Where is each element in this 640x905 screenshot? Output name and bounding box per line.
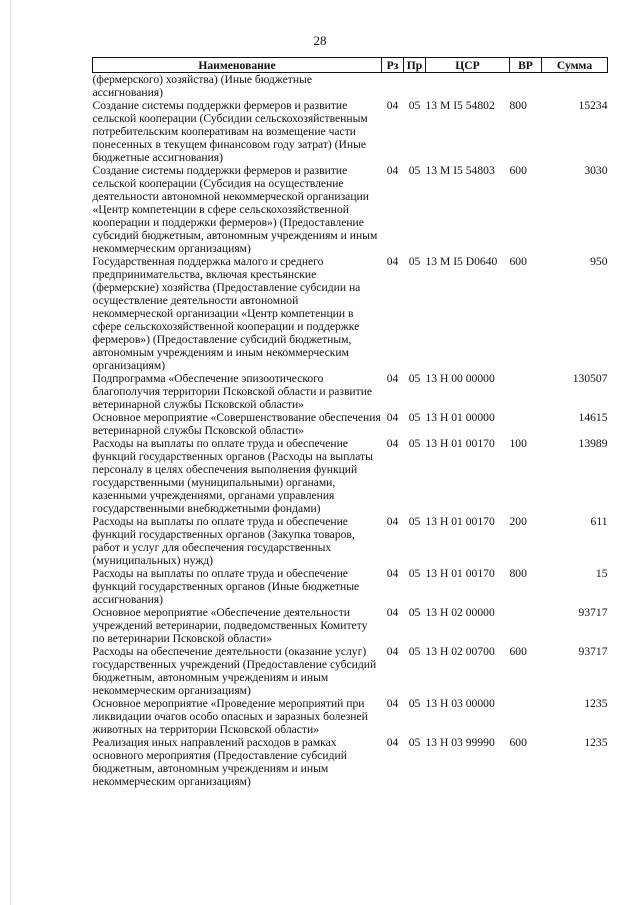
- table-body: [93, 73, 608, 789]
- budget-table: [92, 57, 608, 788]
- cell-sum: 15: [595, 567, 608, 580]
- page-number: 28: [313, 33, 327, 48]
- cell-rz: 04: [386, 736, 399, 749]
- table-row: [93, 697, 608, 736]
- cell-rz: 04: [386, 437, 399, 450]
- table-row: [93, 437, 608, 515]
- cell-vr: [510, 697, 542, 736]
- header-row: [93, 58, 608, 73]
- header-name: Наименование: [93, 58, 382, 73]
- cell-csr: [426, 73, 510, 100]
- cell-sum: 950: [590, 255, 608, 268]
- table-row: [93, 164, 608, 255]
- cell-pr: 05: [408, 606, 421, 619]
- cell-rz: 04: [386, 411, 399, 424]
- cell-sum: 1235: [584, 697, 608, 710]
- cell-name: Реализация иных направлений расходов в рамках основного мероприятия (Предоставление субсидий бюджетным, автономным учреждениям и иным некоммерческим организациям): [92, 736, 347, 788]
- table-row: [93, 411, 608, 437]
- cell-rz: 04: [386, 372, 399, 385]
- cell-vr: [510, 73, 542, 100]
- scan-edge: [10, 0, 11, 905]
- cell-csr: 13 Н 01 00170: [425, 515, 495, 528]
- table-row: [93, 73, 608, 100]
- cell-rz: 04: [386, 567, 399, 580]
- cell-name: Расходы на выплаты по оплате труда и обеспечение функций государственных органов (Закупка товаров, работ и услуг для обеспечения государственных (муниципальных) нужд): [92, 515, 355, 567]
- cell-pr: 05: [408, 372, 421, 385]
- cell-csr: 13 Н 01 00170: [425, 567, 495, 580]
- cell-rz: 04: [386, 697, 399, 710]
- table-row: [93, 372, 608, 411]
- cell-sum: 93717: [578, 606, 608, 619]
- cell-rz: 04: [386, 164, 399, 177]
- cell-vr: 800: [509, 567, 527, 580]
- cell-pr: 05: [408, 255, 421, 268]
- header-sum: Сумма: [542, 58, 608, 73]
- cell-vr: [510, 606, 542, 645]
- cell-csr: 13 Н 01 00170: [425, 437, 495, 450]
- cell-csr: 13 Н 00 00000: [425, 372, 495, 385]
- cell-pr: 05: [408, 697, 421, 710]
- cell-sum: 93717: [578, 645, 608, 658]
- cell-vr: 600: [509, 736, 527, 749]
- header-pr: Пр: [404, 58, 426, 73]
- cell-name: Создание системы поддержки фермеров и развитие сельской кооперации (Субсидии сельскохозяйственным потребительским кооперативам на возмещение части понесенных в текущем финансовом году затрат) (Иные бюджетные ассигнования): [92, 99, 368, 164]
- cell-name: Расходы на выплаты по оплате труда и обеспечение функций государственных органов (Иные бюджетные ассигнования): [92, 567, 360, 606]
- cell-pr: 05: [408, 515, 421, 528]
- cell-vr: 800: [509, 99, 527, 112]
- cell-csr: 13 Н 02 00000: [425, 606, 495, 619]
- cell-name: Расходы на обеспечение деятельности (оказание услуг) государственных учреждений (Предоставление субсидий бюджетным, автономным учреждениям и иным некоммерческим организациям): [92, 645, 377, 697]
- cell-vr: 100: [509, 437, 527, 450]
- cell-sum: 1235: [584, 736, 608, 749]
- cell-pr: 05: [408, 411, 421, 424]
- cell-csr: 13 Н 01 00000: [425, 411, 495, 424]
- cell-sum: 14615: [578, 411, 608, 424]
- cell-name: Расходы на выплаты по оплате труда и обеспечение функций государственных органов (Расходы на выплаты персоналу в целях обеспечения выполнения функций государственными (муниципальными) органами, казенными учреждениями, органами управления государственными внебюджетными фондами): [92, 437, 373, 515]
- cell-pr: 05: [408, 437, 421, 450]
- table-row: [93, 736, 608, 788]
- cell-csr: 13 М I5 D0640: [425, 255, 498, 268]
- table-row: [93, 645, 608, 697]
- table-header: [93, 58, 608, 73]
- cell-rz: 04: [386, 606, 399, 619]
- header-csr: ЦСР: [426, 58, 510, 73]
- cell-pr: [404, 73, 426, 100]
- cell-pr: 05: [408, 645, 421, 658]
- cell-vr: 200: [509, 515, 527, 528]
- cell-pr: 05: [408, 567, 421, 580]
- header-rz: Рз: [382, 58, 404, 73]
- cell-rz: [382, 73, 404, 100]
- cell-name: Основное мероприятие «Проведение мероприятий при ликвидации очагов особо опасных и заразных болезней животных на территории Псковской области»: [92, 697, 368, 736]
- table-row: [93, 567, 608, 606]
- cell-csr: 13 Н 02 00700: [425, 645, 495, 658]
- cell-vr: [510, 411, 542, 437]
- cell-rz: 04: [386, 645, 399, 658]
- table-row: [93, 99, 608, 164]
- cell-sum: 611: [590, 515, 608, 528]
- cell-name: Подпрограмма «Обеспечение эпизоотического благополучия территории Псковской области и развитие ветеринарной службы Псковской области»: [92, 372, 373, 411]
- header-vr: ВР: [510, 58, 542, 73]
- cell-name: Основное мероприятие «Совершенствование обеспечения ветеринарной службы Псковской области»: [92, 411, 381, 437]
- cell-sum: [542, 73, 608, 100]
- cell-csr: 13 Н 03 00000: [425, 697, 495, 710]
- table-row: [93, 255, 608, 372]
- cell-rz: 04: [386, 255, 399, 268]
- cell-pr: 05: [408, 736, 421, 749]
- cell-rz: 04: [386, 515, 399, 528]
- cell-vr: 600: [509, 645, 527, 658]
- cell-pr: 05: [408, 164, 421, 177]
- cell-csr: 13 М I5 54803: [425, 164, 495, 177]
- cell-csr: 13 Н 03 99990: [425, 736, 495, 749]
- cell-vr: 600: [509, 164, 527, 177]
- cell-name: (фермерского) хозяйства) (Иные бюджетные ассигнования): [92, 73, 312, 99]
- cell-pr: 05: [408, 99, 421, 112]
- cell-name: Основное мероприятие «Обеспечение деятельности учреждений ветеринарии, подведомственных Комитету по ветеринарии Псковской области»: [92, 606, 368, 645]
- cell-name: Создание системы поддержки фермеров и развитие сельской кооперации (Субсидия на осуществление деятельности автономной некоммерческой организации «Центр компетенции в сфере сельскохозяйственной кооперации и поддержки фермеров») (Предоставление субсидий бюджетным, автономным учреждениям и иным некоммерческим организациям): [92, 164, 378, 255]
- cell-csr: 13 М I5 54802: [425, 99, 495, 112]
- cell-sum: 130507: [572, 372, 608, 385]
- cell-sum: 13989: [578, 437, 608, 450]
- cell-vr: [510, 372, 542, 411]
- cell-vr: 600: [509, 255, 527, 268]
- cell-rz: 04: [386, 99, 399, 112]
- cell-sum: 3030: [584, 164, 608, 177]
- table-row: [93, 515, 608, 567]
- cell-name: Государственная поддержка малого и среднего предпринимательства, включая крестьянские (фермерские) хозяйства (Предоставление субсидии на осуществление деятельности автономной некоммерческой организации «Центр компетенции в сфере сельскохозяйственной кооперации и поддержке фермеров») (Предоставление субсидий бюджетным, автономным учреждениям и иным некоммерческим организациям): [92, 255, 361, 372]
- cell-sum: 15234: [578, 99, 608, 112]
- table-row: [93, 606, 608, 645]
